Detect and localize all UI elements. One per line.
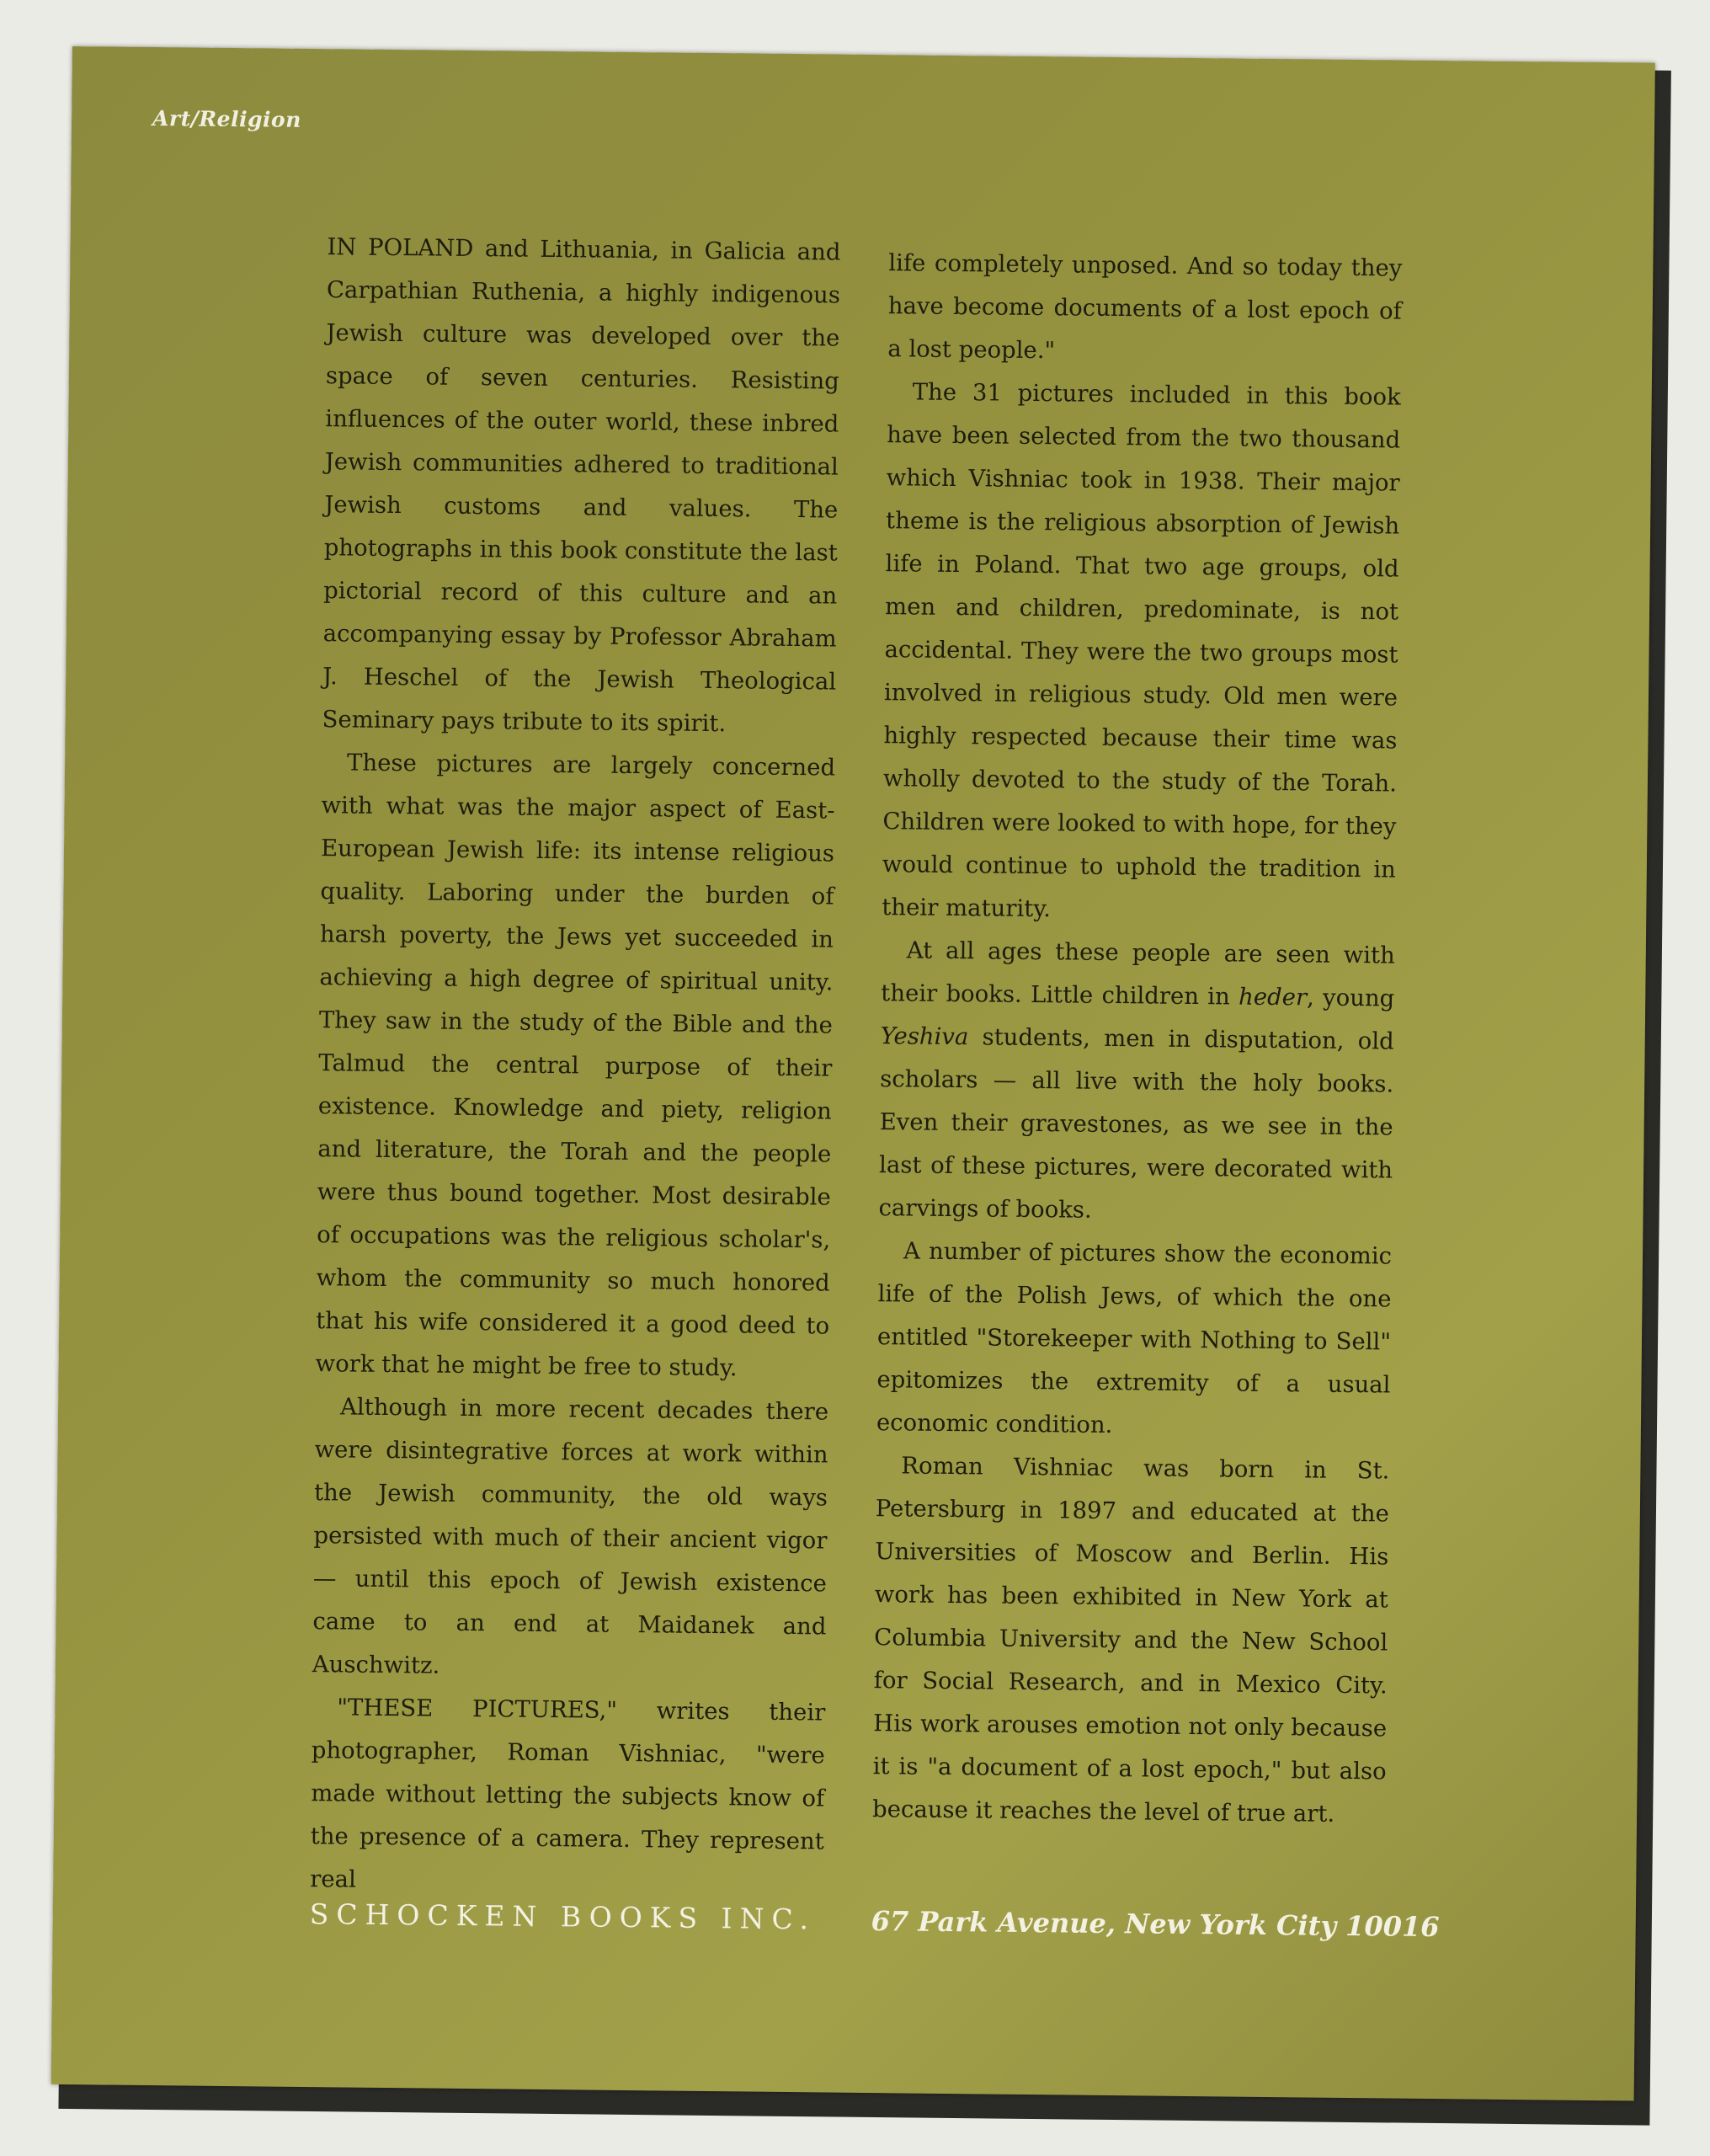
books-text-middle: , young: [1306, 984, 1395, 1012]
paragraph-quote-continuation: life completely unposed. And so today they have become documents of a lost epoch of a lost people.": [887, 249, 1403, 365]
right-text-column: [872, 242, 1403, 1836]
paragraph-photographer-quote: "THESE PICTURES," writes their photographer, Roman Vishniac, "were made without letting the subjects know of the presence of a camera. They represent real: [310, 1694, 826, 1893]
paragraph-economic-life: A number of pictures show the economic life of the Polish Jews, of which the one entitled "Storekeeper with Nothing to Sell" epitomizes the extremity of a usual economic condition.: [876, 1237, 1393, 1439]
paragraph-books: [878, 929, 1395, 1235]
heder-term: heder: [1238, 983, 1308, 1011]
books-text-start: At all ages these people are seen with their books. Little children in: [881, 937, 1395, 1011]
left-text-column: [310, 226, 841, 1906]
publisher-address: 67 Park Avenue, New York City 10016: [871, 1905, 1440, 1944]
book-back-cover: [51, 46, 1655, 2101]
yeshiva-term: Yeshiva: [880, 1022, 969, 1051]
paragraph-religious-quality: These pictures are largely concerned with what was the major aspect of East-European Jewish life: its intense religious quality. Laboring under the burden of harsh poverty, the Jews yet succeeded in achieving a high degree of spiritual unity. They saw in the study of the Bible and the Talmud the central purpose of their existence. Knowledge and piety, religion and literature, the Torah and the people were thus bound together. Most desirable of occupations was the religious scholar's, whom the community so much honored that his wife considered it a good deed to work that he might be free to study.: [315, 749, 836, 1382]
category-label: Art/Religion: [152, 106, 302, 132]
paragraph-disintegration: Although in more recent decades there were disintegrative forces at work within the Jewish community, the old ways persisted with much of their ancient vigor — until this epoch of Jewish existence came to an end at Maidanek and Auschwitz.: [312, 1393, 829, 1679]
books-text-end: students, men in disputation, old scholars — all live with the holy books. Even their gravestones, as we see in the last of these pictures, were decorated with carvings of books.: [878, 1023, 1394, 1224]
paragraph-biography: Roman Vishniac was born in St. Petersburg in 1897 and educated at the Universities of Moscow and Berlin. His work has been exhibited in New York at Columbia University and the New School for Social Research, and in Mexico City. His work arouses emotion not only because it is "a document of a lost epoch," but also because it reaches the level of true art.: [871, 1452, 1390, 1828]
paragraph-selection: The 31 pictures included in this book have been selected from the two thousand which Vishniac took in 1938. Their major theme is the religious absorption of Jewish life in Poland. That two age groups, old men and children, predominate, is not accidental. They were the two groups most involved in religious study. Old men were highly respected because their time was wholly devoted to the study of the Torah. Children were looked to with hope, for they would continue to uphold the tradition in their maturity.: [882, 378, 1401, 923]
paragraph-intro: IN POLAND and Lithuania, in Galicia and Carpathian Ruthenia, a highly indigenous Jewish culture was developed over the space of seven centuries. Resisting influences of the outer world, these inbred Jewish communities adhered to traditional Jewish customs and values. The photographs in this book constitute the last pictorial record of this culture and an accompanying essay by Professor Abraham J. Heschel of the Jewish Theological Seminary pays tribute to its spirit.: [322, 233, 841, 738]
publisher-name: SCHOCKEN BOOKS INC.: [309, 1897, 817, 1936]
